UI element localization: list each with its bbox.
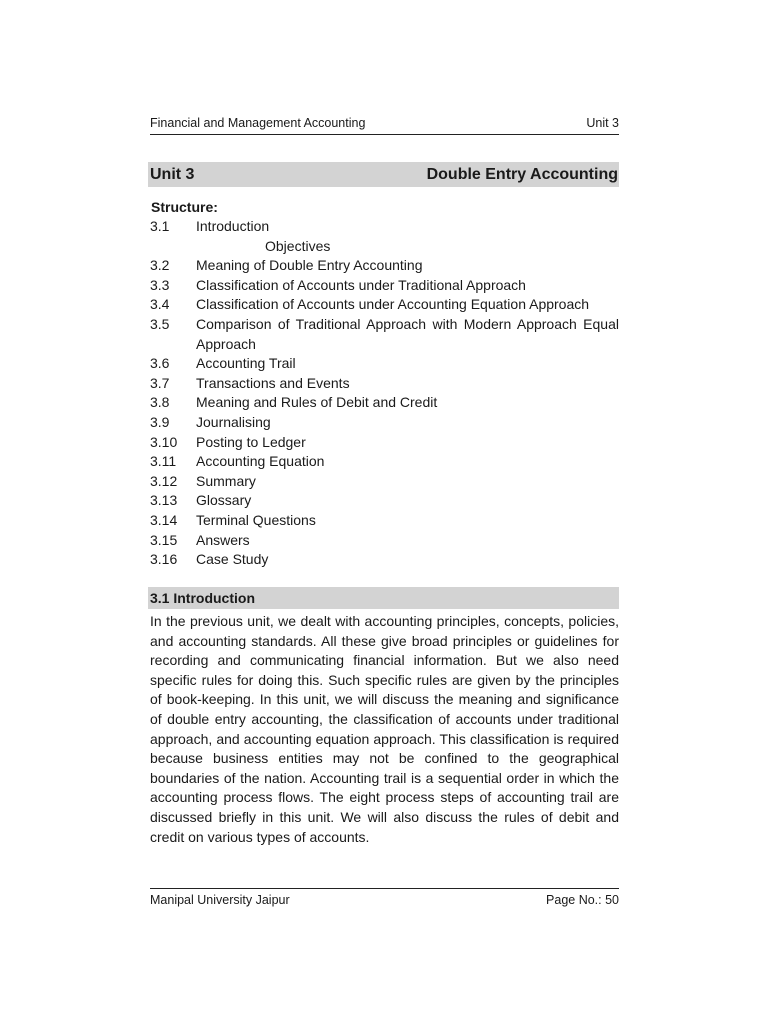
structure-item-label: Answers: [196, 531, 250, 548]
structure-item-label: Introduction: [196, 218, 270, 234]
structure-heading: Structure:: [151, 199, 218, 215]
structure-item: [150, 374, 619, 394]
structure-item: [150, 315, 619, 354]
structure-item: [150, 276, 619, 296]
structure-item-number: [150, 237, 196, 257]
structure-item-number: 3.1: [150, 218, 170, 234]
section-heading: 3.1 Introduction: [148, 587, 619, 609]
structure-item-number: 3.12: [150, 472, 178, 489]
structure-item: [150, 433, 619, 453]
structure-item-label: Terminal Questions: [196, 511, 316, 528]
structure-item-label: Comparison of Traditional Approach with Modern Approach Equal Approach: [196, 315, 619, 352]
structure-item-label: Objectives: [265, 237, 331, 254]
structure-item-label: Meaning of Double Entry Accounting: [196, 257, 423, 274]
structure-item-label: Classification of Accounts under Accounting Equation Approach: [196, 296, 590, 313]
structure-item-number: 3.11: [150, 453, 177, 470]
structure-item: [150, 452, 619, 472]
footer-university: Manipal University Jaipur: [150, 893, 290, 907]
structure-item: [150, 295, 619, 315]
structure-item: [150, 217, 619, 237]
structure-item-number: 3.9: [150, 413, 170, 430]
unit-number: Unit 3: [150, 165, 195, 183]
introduction-paragraph: In the previous unit, we dealt with accounting principles, concepts, policies, and accounting standards. All these give broad principles or guidelines for recording and communicating financial information. But we also need specific rules for doing this. Such specific rules are given by the principles of book-keeping. In this unit, we will discuss the meaning and significance of double entry accounting, the classification of accounts under traditional approach, and accounting equation approach. This classification is required because business entities may not be confined to the geographical boundaries of the nation. Accounting trail is a sequential order in which the accounting process flows. The eight process steps of accounting trail are discussed briefly in this unit. We will also discuss the rules of debit and credit on various types of accounts.: [150, 613, 619, 845]
structure-list: [150, 217, 619, 570]
structure-item-number: 3.4: [150, 296, 170, 313]
structure-item-label: Journalising: [196, 413, 271, 430]
structure-item-number: 3.3: [150, 276, 170, 293]
footer-page-number: Page No.: 50: [546, 893, 619, 907]
running-header: [150, 116, 619, 135]
structure-item: [150, 237, 619, 257]
header-unit: Unit 3: [586, 116, 619, 130]
structure-item: [150, 472, 619, 492]
structure-item: [150, 550, 619, 570]
structure-item-number: 3.14: [150, 511, 178, 528]
structure-item-number: 3.8: [150, 394, 170, 411]
structure-item-label: Meaning and Rules of Debit and Credit: [196, 394, 438, 411]
structure-item-number: 3.2: [150, 257, 170, 274]
structure-item: [150, 413, 619, 433]
structure-item-label: Transactions and Events: [196, 374, 350, 391]
structure-item-label: Classification of Accounts under Traditional Approach: [196, 276, 526, 293]
structure-item-number: 3.6: [150, 355, 170, 372]
structure-item-label: Case Study: [196, 551, 269, 568]
header-course-title: Financial and Management Accounting: [150, 116, 366, 130]
structure-item-number: 3.15: [150, 531, 178, 548]
structure-item-label: Accounting Equation: [196, 453, 325, 470]
structure-item-number: 3.5: [150, 315, 170, 332]
structure-item: [150, 531, 619, 551]
structure-item-label: Summary: [196, 472, 256, 489]
structure-item-label: Accounting Trail: [196, 355, 296, 372]
structure-item: [150, 491, 619, 511]
structure-item-label: Posting to Ledger: [196, 433, 306, 450]
structure-item-number: 3.16: [150, 551, 178, 568]
structure-item-number: 3.13: [150, 492, 178, 509]
unit-title-banner: [148, 162, 619, 187]
unit-title: Double Entry Accounting: [426, 165, 618, 183]
structure-item-number: 3.10: [150, 433, 178, 450]
structure-item: [150, 256, 619, 276]
structure-item: [150, 511, 619, 531]
running-footer: [150, 888, 619, 907]
structure-item: [150, 354, 619, 374]
structure-item-label: Glossary: [196, 492, 252, 509]
structure-item-number: 3.7: [150, 374, 170, 391]
structure-item: [150, 393, 619, 413]
